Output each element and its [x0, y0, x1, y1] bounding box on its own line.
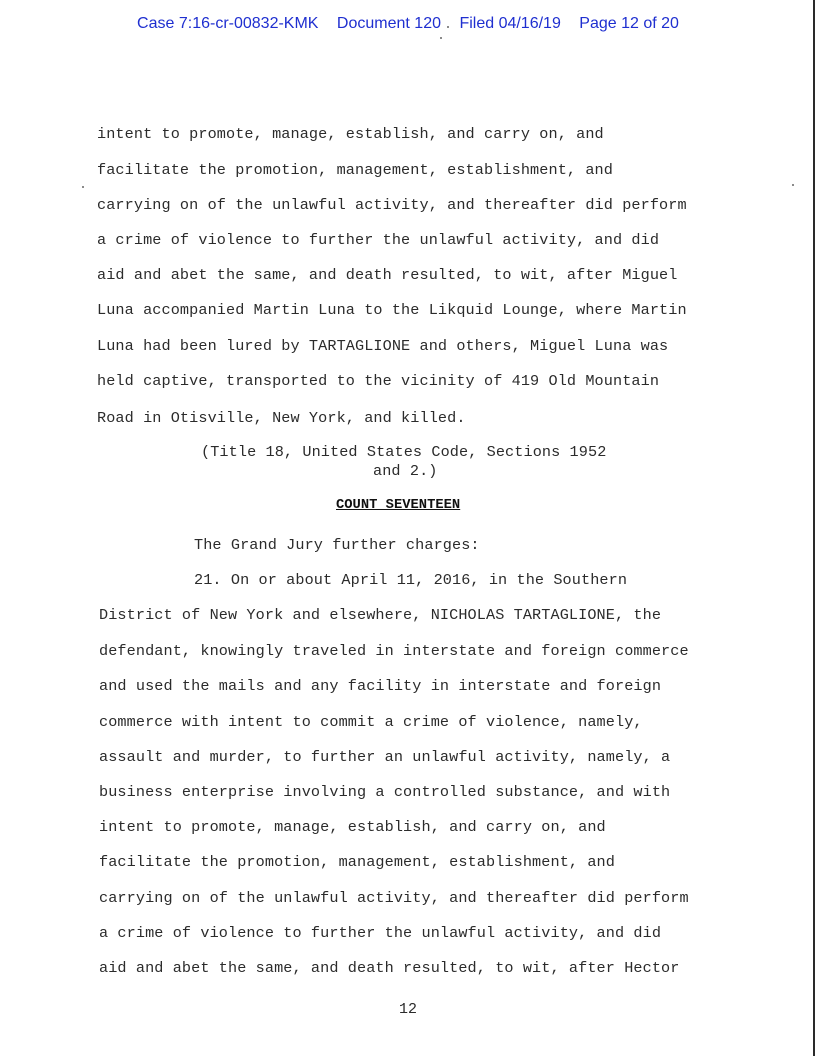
- text-line: carrying on of the unlawful activity, and thereafter did perform: [97, 196, 687, 214]
- text-line: facilitate the promotion, management, establishment, and: [97, 161, 613, 179]
- text-line: intent to promote, manage, establish, and carry on, and: [97, 125, 604, 143]
- text-line: a crime of violence to further the unlawful activity, and did: [97, 231, 660, 249]
- text-line: intent to promote, manage, establish, and carry on, and: [99, 818, 606, 836]
- scan-speck: [82, 186, 84, 188]
- text-line: a crime of violence to further the unlawful activity, and did: [99, 924, 662, 942]
- page-number: 12: [398, 1001, 417, 1018]
- text-line: Road in Otisville, New York, and killed.: [97, 409, 466, 427]
- text-line: aid and abet the same, and death resulted, to wit, after Miguel: [97, 266, 678, 284]
- charges-line: The Grand Jury further charges:: [194, 536, 480, 554]
- text-line: defendant, knowingly traveled in interstate and foreign commerce: [99, 642, 689, 660]
- text-line: Luna had been lured by TARTAGLIONE and others, Miguel Luna was: [97, 337, 669, 355]
- citation-line: (Title 18, United States Code, Sections 1952: [201, 443, 607, 461]
- text-line: Luna accompanied Martin Luna to the Likquid Lounge, where Martin: [97, 301, 687, 319]
- citation-line: and 2.): [373, 462, 438, 480]
- text-line: and used the mails and any facility in interstate and foreign: [99, 677, 662, 695]
- filed-date: Filed 04/16/19: [459, 15, 561, 32]
- text-line: carrying on of the unlawful activity, and thereafter did perform: [99, 889, 689, 907]
- text-line: assault and murder, to further an unlawful activity, namely, a: [99, 748, 671, 766]
- text-line: held captive, transported to the vicinity of 419 Old Mountain: [97, 372, 660, 390]
- scan-speck: [447, 26, 449, 28]
- text-line: 21. On or about April 11, 2016, in the Southern: [194, 571, 628, 589]
- count-heading: COUNT SEVENTEEN: [336, 498, 461, 513]
- document-number: Document 120: [336, 15, 441, 32]
- text-line: District of New York and elsewhere, NICHOLAS TARTAGLIONE, the: [99, 606, 662, 624]
- scan-edge-line: [813, 0, 815, 1056]
- case-number: Case 7:16-cr-00832-KMK: [137, 15, 319, 32]
- text-line: commerce with intent to commit a crime of violence, namely,: [99, 713, 643, 731]
- scan-speck: [792, 184, 794, 186]
- scan-speck: [440, 37, 442, 39]
- text-line: facilitate the promotion, management, establishment, and: [99, 853, 615, 871]
- page-indicator: Page 12 of 20: [579, 15, 679, 32]
- text-line: business enterprise involving a controlled substance, and with: [99, 783, 671, 801]
- case-header: [0, 15, 816, 33]
- text-line: aid and abet the same, and death resulted, to wit, after Hector: [99, 959, 680, 977]
